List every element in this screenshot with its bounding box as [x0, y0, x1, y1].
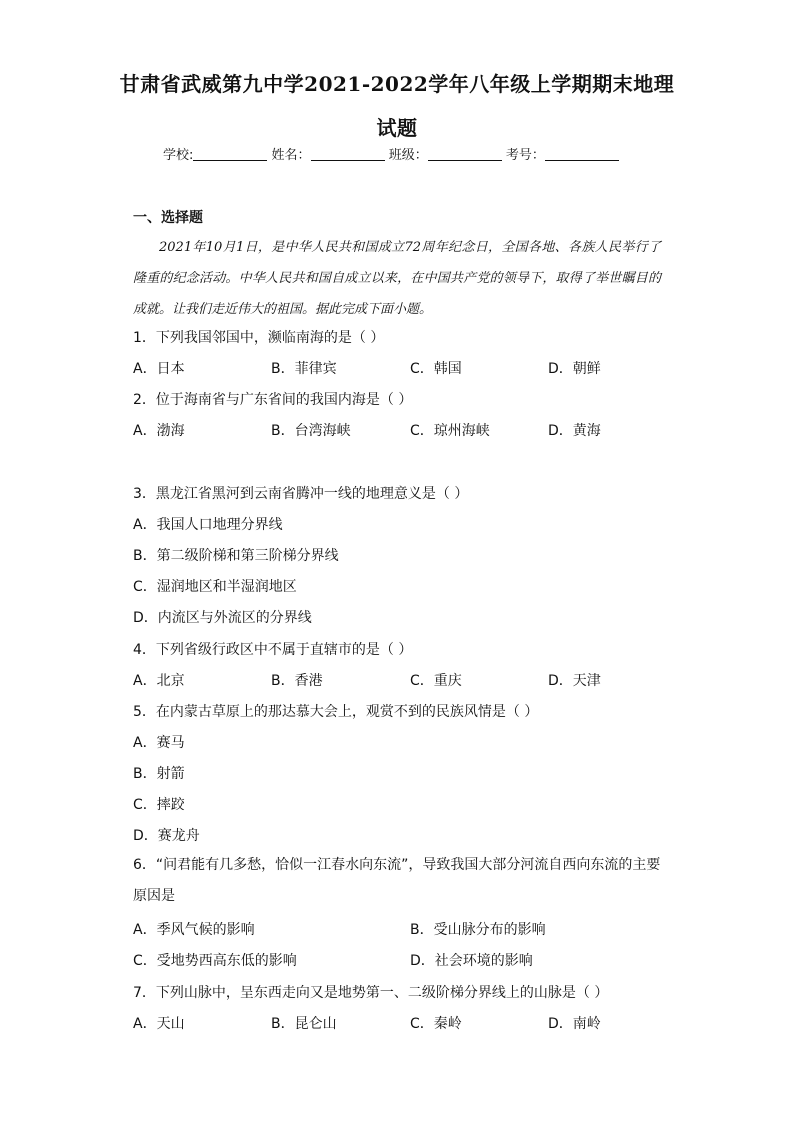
class-label: 班级： — [388, 148, 428, 163]
option-b: B．菲律宾 — [271, 361, 337, 377]
question-5-stem: 5．在内蒙古草原上的那达慕大会上，观赏不到的民族风情是（ ） — [133, 704, 539, 720]
option-c: C．重庆 — [410, 673, 462, 689]
number-blank — [545, 148, 619, 161]
option-a: A．天山 — [133, 1016, 185, 1032]
question-6-stem: 6．“问君能有几多愁，恰似一江春水向东流”，导致我国大部分河流自西向东流的主要原因是 — [133, 857, 661, 904]
question-4-stem: 4．下列省级行政区中不属于直辖市的是（ ） — [133, 642, 413, 658]
option-d: D．内流区与外流区的分界线 — [133, 610, 312, 626]
question-3-stem: 3．黑龙江省黑河到云南省腾冲一线的地理意义是（ ） — [133, 486, 469, 502]
option-c: C．琼州海峡 — [410, 423, 490, 439]
option-d: D．赛龙舟 — [133, 828, 200, 844]
option-b: B．受山脉分布的影响 — [410, 922, 546, 938]
class-blank — [428, 148, 502, 161]
option-b: B．香港 — [271, 673, 323, 689]
exam-title-line2: 试题 — [376, 116, 418, 140]
student-info-line — [163, 144, 619, 163]
question-2-stem: 2．位于海南省与广东省间的我国内海是（ ） — [133, 392, 413, 408]
option-a: A．我国人口地理分界线 — [133, 517, 283, 533]
option-d: D．天津 — [548, 673, 601, 689]
option-b: B．射箭 — [133, 766, 185, 782]
option-d: D．朝鲜 — [548, 361, 601, 377]
option-c: C．秦岭 — [410, 1016, 462, 1032]
question-7-stem: 7．下列山脉中，呈东西走向又是地势第一、二级阶梯分界线上的山脉是（ ） — [133, 985, 609, 1001]
option-b: B．台湾海峡 — [271, 423, 351, 439]
school-blank — [193, 148, 267, 161]
question-1-stem: 1．下列我国邻国中，濒临南海的是（ ） — [133, 330, 385, 346]
exam-title-line1: 甘肃省武威第九中学2021-2022学年八年级上学期期末地理 — [119, 72, 675, 96]
option-d: D．黄海 — [548, 423, 601, 439]
option-b: B．第二级阶梯和第三阶梯分界线 — [133, 548, 339, 564]
option-a: A．北京 — [133, 673, 185, 689]
intro-passage: 2021年10月1日，是中华人民共和国成立72周年纪念日，全国各地、各族人民举行了隆重的纪念活动。中华人民共和国自成立以来，在中国共产党的领导下，取得了举世瞩目的成就。让我们走近伟大的祖国。据此完成下面小题。 — [133, 240, 661, 317]
option-d: D．南岭 — [548, 1016, 601, 1032]
school-label: 学校: — [163, 148, 194, 163]
name-blank — [311, 148, 385, 161]
option-c: C．韩国 — [410, 361, 462, 377]
option-a: A．季风气候的影响 — [133, 922, 255, 938]
option-a: A．赛马 — [133, 735, 185, 751]
number-label: 考号： — [505, 148, 545, 163]
option-a: A．渤海 — [133, 423, 185, 439]
option-c: C．湿润地区和半湿润地区 — [133, 579, 297, 595]
option-c: C．摔跤 — [133, 797, 185, 813]
option-c: C．受地势西高东低的影响 — [133, 953, 297, 969]
option-a: A．日本 — [133, 361, 185, 377]
name-label: 姓名： — [271, 148, 311, 163]
option-d: D．社会环境的影响 — [410, 953, 533, 969]
section-heading: 一、选择题 — [133, 210, 203, 226]
option-b: B．昆仑山 — [271, 1016, 337, 1032]
